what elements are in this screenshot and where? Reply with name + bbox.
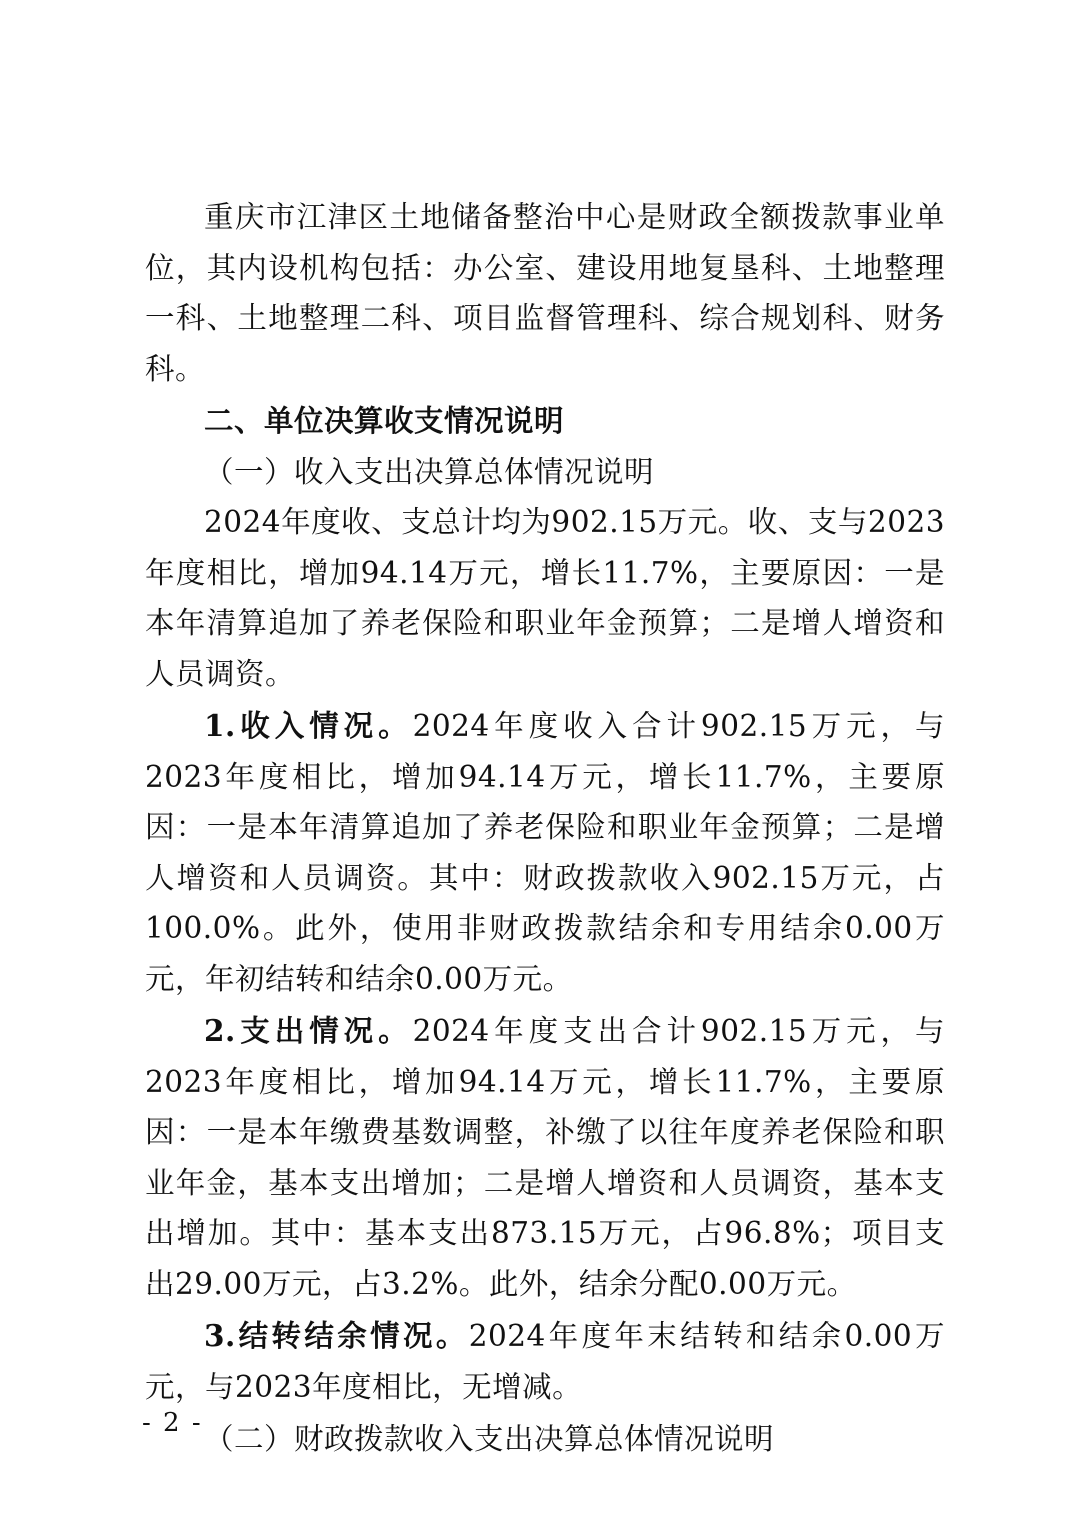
income-text: 2024年度收入合计902.15万元，与2023年度相比，增加94.14万元，增长11.7%，主要原因：一是本年清算追加了养老保险和职业年金预算；二是增人增资和人员调资。其中：财政拨款收入902.15万元，占100.0%。此外，使用非财政拨款结余和专用结余0.00万元，年初结转和结余0.00万元。 <box>145 709 946 996</box>
carryover-paragraph <box>145 1311 945 1412</box>
carryover-text: 2024年度年末结转和结余0.00万元，与2023年度相比，无增减。 <box>145 1319 945 1404</box>
expenditure-paragraph <box>145 1006 945 1309</box>
expenditure-lead: 2.支出情况。 <box>204 1013 413 1048</box>
expenditure-text: 2024年度支出合计902.15万元，与2023年度相比，增加94.14万元，增长11.7%，主要原因：一是本年缴费基数调整，补缴了以往年度养老保险和职业年金，基本支出增加；二是增人增资和人员调资，基本支出增加。其中：基本支出873.15万元，占96.8%；项目支出29.00万元，占3.2%。此外，结余分配0.00万元。 <box>145 1014 946 1301</box>
summary-paragraph: 2024年度收、支总计均为902.15万元。收、支与2023年度相比，增加94.14万元，增长11.7%，主要原因：一是本年清算追加了养老保险和职业年金预算；二是增人增资和人员调资。 <box>145 505 945 691</box>
income-lead: 1.收入情况。 <box>204 708 413 743</box>
intro-paragraph: 重庆市江津区土地储备整治中心是财政全额拨款事业单位，其内设机构包括：办公室、建设用地复垦科、土地整理一科、土地整理二科、项目监督管理科、综合规划科、财务科。 <box>145 200 945 386</box>
document-body <box>145 192 945 1465</box>
subsection-heading-1: （一）收入支出决算总体情况说明 <box>204 454 655 489</box>
page-number: - 2 - <box>142 1408 203 1438</box>
income-paragraph <box>145 701 945 1004</box>
subsection-heading-2: （二）财政拨款收入支出决算总体情况说明 <box>204 1422 775 1456</box>
carryover-lead: 3.结转结余情况。 <box>204 1318 469 1353</box>
section-heading: 二、单位决算收支情况说明 <box>204 403 565 438</box>
